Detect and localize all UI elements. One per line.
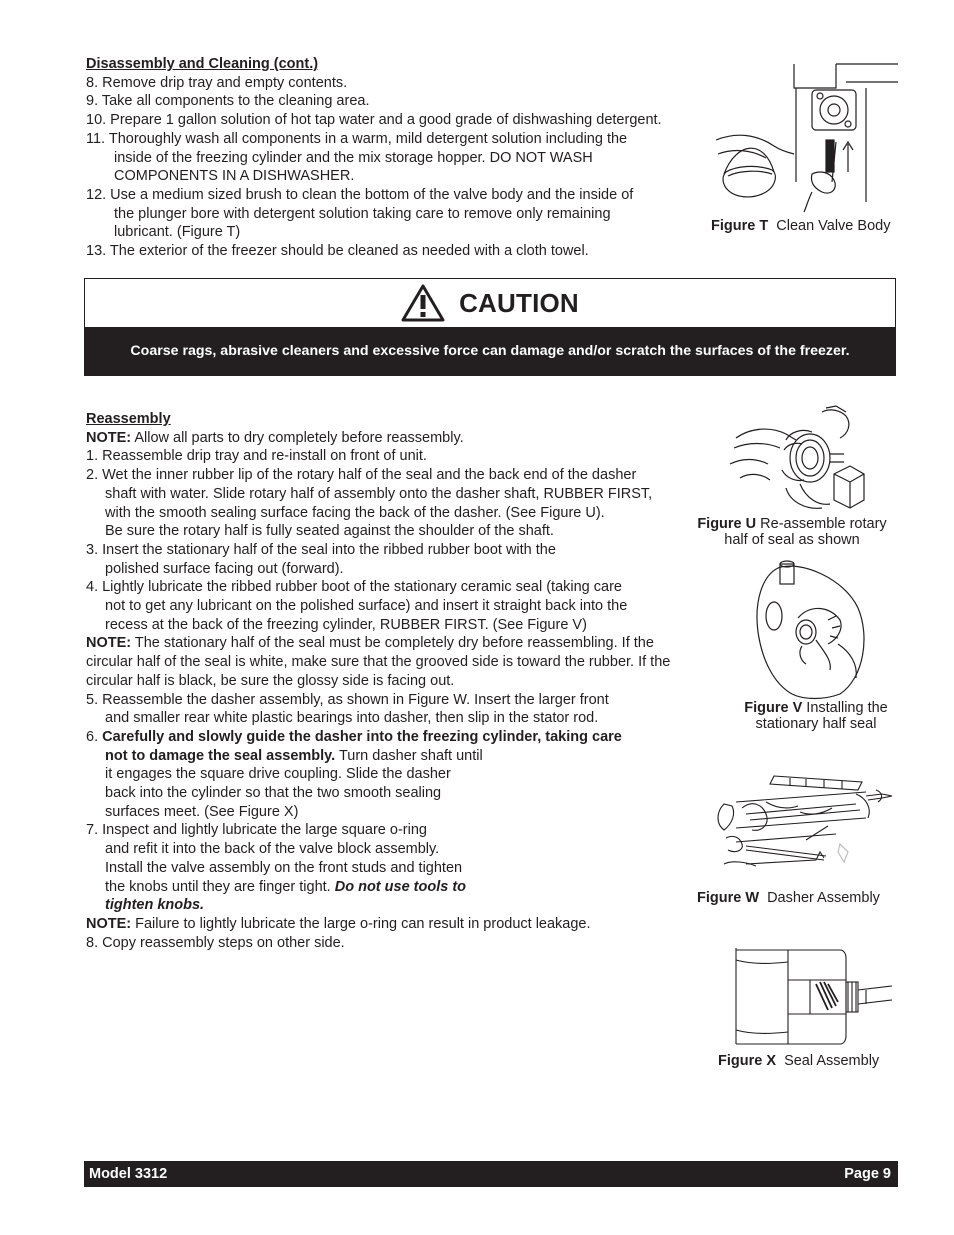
step-line: recess at the back of the freezing cylinder, RUBBER FIRST. (See Figure V)	[105, 616, 587, 633]
step-number: 6.	[86, 728, 103, 745]
figure-t-caption	[711, 218, 890, 234]
figure-x-caption	[718, 1053, 879, 1069]
step-line: 4. Lightly lubricate the ribbed rubber boot of the stationary ceramic seal (taking care	[86, 579, 622, 596]
note-label: NOTE:	[86, 915, 132, 932]
note-label: NOTE:	[86, 429, 132, 446]
step-line: Install the valve assembly on the front studs and tighten	[105, 859, 463, 876]
note-line: circular half of the seal is white, make sure that the grooved side is toward the rubber. If the	[86, 654, 671, 671]
step-line	[86, 878, 670, 897]
step-line: 5. Reassemble the dasher assembly, as shown in Figure W. Insert the larger front	[86, 691, 609, 708]
figure-w-label: Figure W	[697, 890, 760, 906]
step-line: 12. Use a medium sized brush to clean the bottom of the valve body and the inside of	[86, 186, 634, 203]
caption-line	[736, 700, 896, 716]
caution-header	[85, 279, 895, 327]
note-line	[86, 429, 670, 448]
step-emphasis: Do not use tools to	[334, 878, 467, 895]
step-line: with the smooth sealing surface facing the back of the dasher. (See Figure U).	[105, 504, 605, 521]
figure-w-text: Dasher Assembly	[759, 890, 880, 906]
step-line: it engages the square drive coupling. Slide the dasher	[105, 766, 451, 783]
step-line: 8. Remove drip tray and empty contents.	[86, 74, 348, 91]
section-heading: Reassembly	[86, 411, 171, 427]
warning-triangle-icon	[401, 284, 445, 322]
note-label: NOTE:	[86, 635, 132, 652]
step-line: 1. Reassemble drip tray and re-install on front of unit.	[86, 448, 427, 465]
step-line	[86, 747, 670, 766]
step-line	[86, 728, 670, 747]
caution-box	[84, 278, 896, 376]
step-line: not to get any lubricant on the polished surface) and insert it straight back into the	[105, 598, 628, 615]
figure-w-image	[706, 768, 896, 880]
step-line: shaft with water. Slide rotary half of assembly onto the dasher shaft, RUBBER FIRST,	[105, 485, 653, 502]
step-line: polished surface facing out (forward).	[105, 560, 344, 577]
step-line: 7. Inspect and lightly lubricate the large square o-ring	[86, 822, 427, 839]
figure-v-caption	[736, 700, 896, 732]
note-text: Allow all parts to dry completely before reassembly.	[131, 429, 464, 446]
step-bold-text: Carefully and slowly guide the dasher into the freezing cylinder, taking care	[102, 728, 622, 745]
figure-x-label: Figure X	[718, 1053, 777, 1069]
figure-v-text-2: stationary half seal	[755, 716, 877, 732]
step-line: inside of the freezing cylinder and the mix storage hopper. DO NOT WASH	[114, 149, 593, 166]
figure-u-text: Re-assemble rotary	[756, 516, 887, 532]
figure-x-text: Seal Assembly	[776, 1053, 880, 1069]
step-text: the knobs until they are finger tight.	[105, 878, 335, 895]
caption-line	[689, 516, 895, 532]
step-line: 11. Thoroughly wash all components in a warm, mild detergent solution including the	[86, 130, 628, 147]
figure-u-caption	[689, 516, 895, 548]
section-heading: Disassembly and Cleaning (cont.)	[86, 56, 319, 72]
reassembly-section	[86, 410, 670, 952]
step-line: and smaller rear white plastic bearings into dasher, then slip in the stator rod.	[105, 710, 599, 727]
figure-t-text: Clean Valve Body	[768, 218, 891, 234]
caution-title: CAUTION	[459, 287, 579, 318]
step-line: 3. Insert the stationary half of the seal into the ribbed rubber boot with the	[86, 541, 556, 558]
step-line: 8. Copy reassembly steps on other side.	[86, 934, 345, 951]
figure-t-label: Figure T	[711, 218, 769, 234]
step-line: COMPONENTS IN A DISHWASHER.	[114, 168, 355, 185]
step-text: Turn dasher shaft until	[335, 747, 483, 764]
note-line	[86, 634, 670, 653]
figure-v-label: Figure V	[744, 700, 803, 716]
step-emphasis: tighten knobs.	[105, 897, 205, 914]
page-number: Page 9	[844, 1166, 891, 1182]
figure-x-image	[730, 946, 894, 1046]
caution-message: Coarse rags, abrasive cleaners and excessive force can damage and/or scratch the surfaces of the freezer.	[85, 327, 895, 375]
figure-t-image	[716, 62, 900, 214]
page-footer	[84, 1161, 898, 1187]
figure-w-caption	[697, 890, 880, 906]
step-bold-text: not to damage the seal assembly.	[105, 747, 336, 764]
step-line: 9. Take all components to the cleaning area.	[86, 93, 370, 110]
note-text: Failure to lightly lubricate the large o-ring can result in product leakage.	[131, 915, 591, 932]
figure-u-text-2: half of seal as shown	[724, 532, 860, 548]
step-line: 13. The exterior of the freezer should be cleaned as needed with a cloth towel.	[86, 243, 589, 260]
step-line: 10. Prepare 1 gallon solution of hot tap water and a good grade of dishwashing detergent.	[86, 112, 662, 129]
step-line: the plunger bore with detergent solution taking care to remove only remaining	[114, 205, 611, 222]
figure-v-text: Installing the	[802, 700, 888, 716]
step-line: back into the cylinder so that the two smooth sealing	[105, 785, 442, 802]
note-line	[86, 915, 670, 934]
figure-u-image	[726, 404, 866, 514]
note-line: circular half is black, be sure the glossy side is facing out.	[86, 672, 455, 689]
figure-v-image	[740, 560, 880, 700]
step-line: 2. Wet the inner rubber lip of the rotary half of the seal and the back end of the dasher	[86, 467, 637, 484]
step-line: surfaces meet. (See Figure X)	[105, 803, 299, 820]
step-line: lubricant. (Figure T)	[114, 224, 241, 241]
step-line: Be sure the rotary half is fully seated against the shoulder of the shaft.	[105, 523, 554, 540]
step-line: and refit it into the back of the valve block assembly.	[105, 841, 440, 858]
model-label: Model 3312	[89, 1166, 168, 1182]
figure-u-label: Figure U	[697, 516, 757, 532]
note-text: The stationary half of the seal must be completely dry before reassembling. If the	[131, 635, 654, 652]
disassembly-section	[86, 55, 662, 261]
